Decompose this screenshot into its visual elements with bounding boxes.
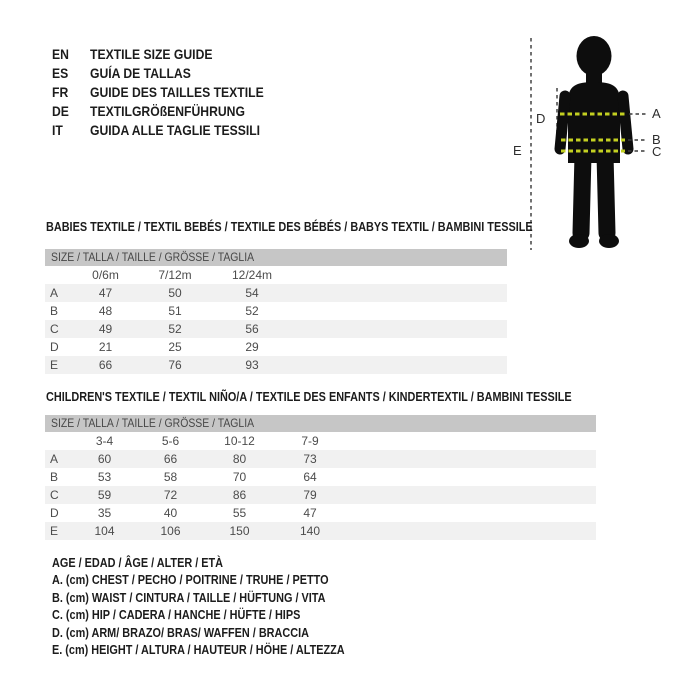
cell-value: 51: [168, 304, 182, 318]
cell-value: 66: [163, 452, 178, 466]
cell-value: 35: [97, 506, 112, 520]
cell-value: 66: [98, 358, 113, 372]
marker-label-e: E: [513, 143, 522, 158]
cell-value: 25: [168, 340, 182, 354]
table-row: [45, 468, 596, 486]
column-header: 7/12m: [158, 268, 192, 282]
babies-column-header-row: [45, 266, 507, 284]
column-header: 0/6m: [92, 268, 119, 282]
children-section-title: CHILDREN'S TEXTILE / TEXTIL NIÑO/A / TEXTILE DES ENFANTS / KINDERTEXTIL / BAMBINI TESSILE: [46, 390, 572, 404]
cell-value: 79: [303, 488, 317, 502]
cell-value: 140: [299, 524, 321, 538]
cell-value: 54: [245, 286, 259, 300]
marker-label-c: C: [652, 144, 662, 159]
cell-value: 70: [232, 470, 247, 484]
cell-value: 72: [163, 488, 178, 502]
cell-value: 47: [303, 506, 317, 520]
marker-label-b: B: [652, 132, 661, 147]
legend-line-waist: B. (cm) WAIST / CINTURA / TAILLE / HÜFTUNG / VITA: [52, 590, 326, 605]
row-label: C: [50, 488, 59, 502]
language-code: EN: [52, 46, 69, 62]
cell-value: 52: [168, 322, 182, 336]
legend-line-hip: C. (cm) HIP / CADERA / HANCHE / HÜFTE / HIPS: [52, 608, 301, 623]
row-label: D: [50, 506, 59, 520]
row-label: A: [50, 452, 59, 466]
column-header: 12/24m: [231, 268, 273, 282]
cell-value: 50: [168, 286, 182, 300]
children-size-header-bar: SIZE / TALLA / TAILLE / GRÖSSE / TAGLIA: [45, 415, 596, 432]
children-column-header-row: [45, 432, 596, 450]
cell-value: 76: [168, 358, 182, 372]
table-row: [45, 302, 507, 320]
cell-value: 104: [94, 524, 115, 538]
table-row: [45, 356, 507, 374]
cell-value: 56: [245, 322, 259, 336]
column-header: 10-12: [224, 434, 255, 448]
legend-line-chest: A. (cm) CHEST / PECHO / POITRINE / TRUHE / PETTO: [52, 573, 329, 588]
cell-value: 52: [245, 304, 259, 318]
cell-value: 49: [98, 322, 113, 336]
table-row: [45, 338, 507, 356]
language-code: DE: [52, 103, 69, 119]
table-row: [45, 450, 596, 468]
language-label: GUÍA DE TALLAS: [90, 65, 191, 81]
cell-value: 80: [232, 452, 247, 466]
table-row: [45, 320, 507, 338]
language-code: ES: [52, 65, 69, 81]
cell-value: 55: [232, 506, 247, 520]
language-label: GUIDE DES TAILLES TEXTILE: [90, 84, 264, 100]
children-size-table: [45, 415, 596, 540]
row-label: C: [50, 322, 59, 336]
babies-section-title: BABIES TEXTILE / TEXTIL BEBÉS / TEXTILE DES BÉBÉS / BABYS TEXTIL / BAMBINI TESSILE: [46, 220, 533, 234]
cell-value: 48: [98, 304, 113, 318]
cell-value: 73: [303, 452, 317, 466]
column-header: 3-4: [95, 434, 114, 448]
row-label: B: [50, 470, 59, 484]
measurement-legend: [52, 555, 388, 659]
cell-value: 60: [97, 452, 112, 466]
table-row: [45, 486, 596, 504]
row-label: E: [50, 524, 59, 538]
cell-value: 64: [303, 470, 317, 484]
cell-value: 93: [245, 358, 259, 372]
legend-line-height: E. (cm) HEIGHT / ALTURA / HAUTEUR / HÖHE / ALTEZZA: [52, 642, 345, 657]
table-row: [45, 504, 596, 522]
language-label: TEXTILE SIZE GUIDE: [90, 46, 213, 62]
table-row: [45, 284, 507, 302]
cell-value: 29: [245, 340, 259, 354]
language-label: TEXTILGRÖßENFÜHRUNG: [90, 103, 245, 119]
row-label: B: [50, 304, 59, 318]
cell-value: 40: [163, 506, 178, 520]
babies-size-header-bar: SIZE / TALLA / TAILLE / GRÖSSE / TAGLIA: [45, 249, 507, 266]
cell-value: 58: [163, 470, 178, 484]
cell-value: 21: [98, 340, 113, 354]
language-code: FR: [52, 84, 69, 100]
column-header: 5-6: [161, 434, 180, 448]
babies-size-table: [45, 249, 507, 374]
column-header: 7-9: [301, 434, 319, 448]
table-row: [45, 522, 596, 540]
cell-value: 47: [98, 286, 113, 300]
legend-line-arm: D. (cm) ARM/ BRAZO/ BRAS/ WAFFEN / BRACCIA: [52, 625, 309, 640]
cell-value: 86: [232, 488, 247, 502]
row-label: D: [50, 340, 59, 354]
child-silhouette: [560, 36, 628, 248]
row-label: E: [50, 358, 59, 372]
language-code: IT: [52, 122, 63, 138]
row-label: A: [50, 286, 59, 300]
legend-line-age: AGE / EDAD / ÂGE / ALTER / ETÀ: [52, 556, 223, 570]
cell-value: 106: [160, 524, 181, 538]
cell-value: 59: [97, 488, 112, 502]
cell-value: 53: [97, 470, 112, 484]
language-label: GUIDA ALLE TAGLIE TESSILI: [90, 122, 261, 138]
cell-value: 150: [229, 524, 250, 538]
marker-label-a: A: [652, 106, 661, 121]
marker-label-d: D: [536, 111, 546, 126]
